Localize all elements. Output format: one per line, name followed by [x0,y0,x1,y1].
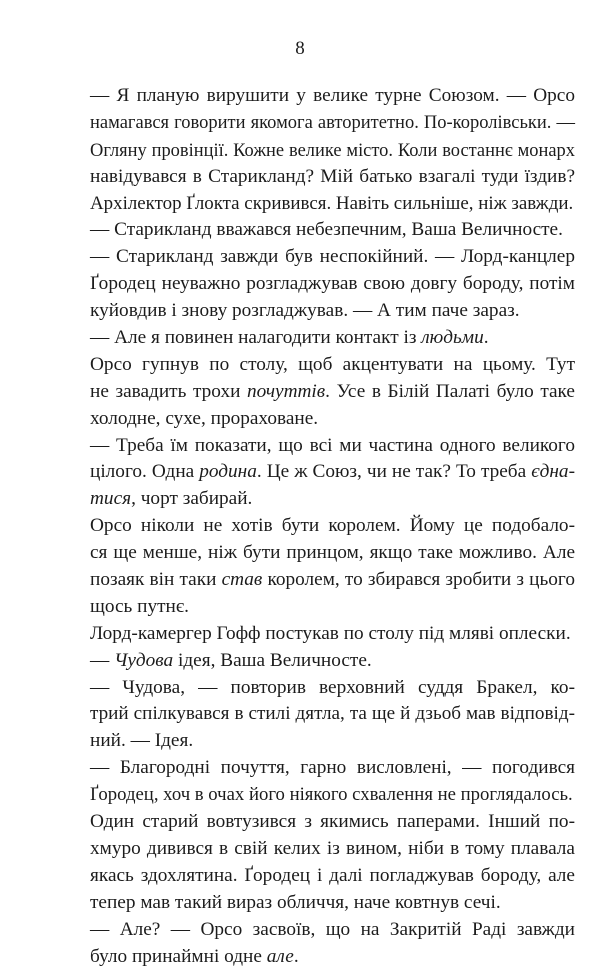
text-line [90,83,575,110]
text-segment: хмуро дивився в свій келих із вином, ніби в тому плавала [90,837,575,859]
text-segment: Архілектор Ґлокта скривився. Навіть сильніше, ніж завжди. [90,192,574,214]
text-segment: — Я планую вирушити у велике турне Союзом. — Орсо [90,85,575,106]
text-segment: позаяк він таки [90,569,222,591]
text-line [90,406,575,433]
text-segment: — Але я повинен налагодити контакт із [90,327,422,349]
text-segment: ся ще менше, ніж бути принцом, якщо таке можливо. Але [90,542,575,564]
text-segment: . Усе в Білій Палаті було таке [325,380,575,402]
text-segment: — Старикланд вважався небезпечним, Ваша Величносте. [90,219,563,241]
text-segment: Огляну провінції. Кожне велике місто. Коли востаннє монарх [90,139,575,160]
text-segment: . Це ж Союз, чи не так? То треба [256,461,532,483]
text-line [90,513,575,540]
body-text [90,83,575,970]
text-line [90,486,575,513]
text-segment: ідея, Ваша Величносте. [173,649,372,671]
text-line [90,244,575,271]
text-line [90,836,575,863]
italic-text: почуттів [247,380,326,402]
text-line [90,728,575,755]
text-segment: Ґородец неуважно розгладжував свою довгу бороду, потім [90,273,575,295]
italic-text: тися [90,488,132,510]
text-line [90,271,575,298]
text-segment: навідувався в Старикланд? Мій батько взагалі туди їздив? [90,165,575,187]
text-segment: тепер мав такий вираз обличчя, наче ковтнув сечі. [90,891,501,913]
italic-text: став [221,569,263,591]
text-line [90,675,575,702]
text-line [90,782,575,809]
text-line [90,809,575,836]
text-segment: якась здохлятина. Ґородец і далі погладжував бороду, але [90,864,575,886]
italic-text: але [266,945,294,967]
text-line [90,594,575,621]
text-segment: . [293,945,299,967]
text-segment: королем, то збирався зробити з цього [262,569,575,591]
text-line [90,863,575,890]
text-segment: . [483,327,489,349]
text-segment: — Чудова, — повторив верховний суддя Бракел, ко- [90,676,575,698]
text-segment: цілого. Одна [90,461,200,483]
text-line [90,944,575,971]
text-line [90,567,575,594]
text-line [90,217,575,244]
text-segment: — Але? — Орсо засвоїв, що на Закритій Раді завжди [90,918,575,940]
text-line [90,164,575,191]
italic-text: Чудова [114,649,174,671]
text-segment: — Благородні почуття, гарно висловлені, — погодився [90,757,575,779]
italic-text: людьми [421,327,484,349]
text-segment: Ґородец, хоч в очах його ніякого схвалення не проглядалось. [90,784,573,806]
italic-text: єдна- [531,461,575,483]
text-segment: Орсо гупнув по столу, щоб акцентувати на цьому. Тут [90,353,575,375]
text-line [90,459,575,486]
text-line [90,621,575,648]
text-segment: — Старикланд завжди був неспокійний. — Лорд-канцлер [90,246,575,268]
text-line [90,298,575,325]
text-line [90,325,575,352]
text-line [90,352,575,379]
text-segment: трий спілкувався в стилі дятла, та ще й дзьоб мав відповід- [90,703,575,725]
text-segment: щось путнє. [90,595,189,617]
text-line [90,379,575,406]
text-segment: Один старий вовтузився з якимись паперами. Інший по- [90,811,575,833]
text-line [90,755,575,782]
text-segment: намагався говорити якомога авторитетно. По-королівськи. — [90,112,575,133]
text-segment: холодне, сухе, прораховане. [90,407,319,429]
text-segment: — Треба їм показати, що всі ми частина одного великого [90,434,575,456]
text-segment: було принаймні одне [90,945,267,967]
text-segment: ний. — Ідея. [90,730,194,752]
text-segment: Лорд-камергер Гофф постукав по столу під мляві оплески. [90,622,571,644]
text-line [90,110,575,137]
text-line [90,191,575,218]
text-segment: — [90,649,115,671]
text-line [90,701,575,728]
text-segment: куйовдив і знову розгладжував. — А тим паче зараз. [90,300,520,322]
text-line [90,648,575,675]
text-segment: , чорт забирай. [131,488,253,510]
text-line [90,433,575,460]
text-line [90,890,575,917]
text-segment: не завадить трохи [90,380,248,402]
text-line [90,917,575,944]
page-number: 8 [295,38,305,59]
text-line [90,137,575,164]
italic-text: родина [199,461,257,483]
text-segment: Орсо ніколи не хотів бути королем. Йому це подобало- [90,515,575,537]
text-line [90,540,575,567]
